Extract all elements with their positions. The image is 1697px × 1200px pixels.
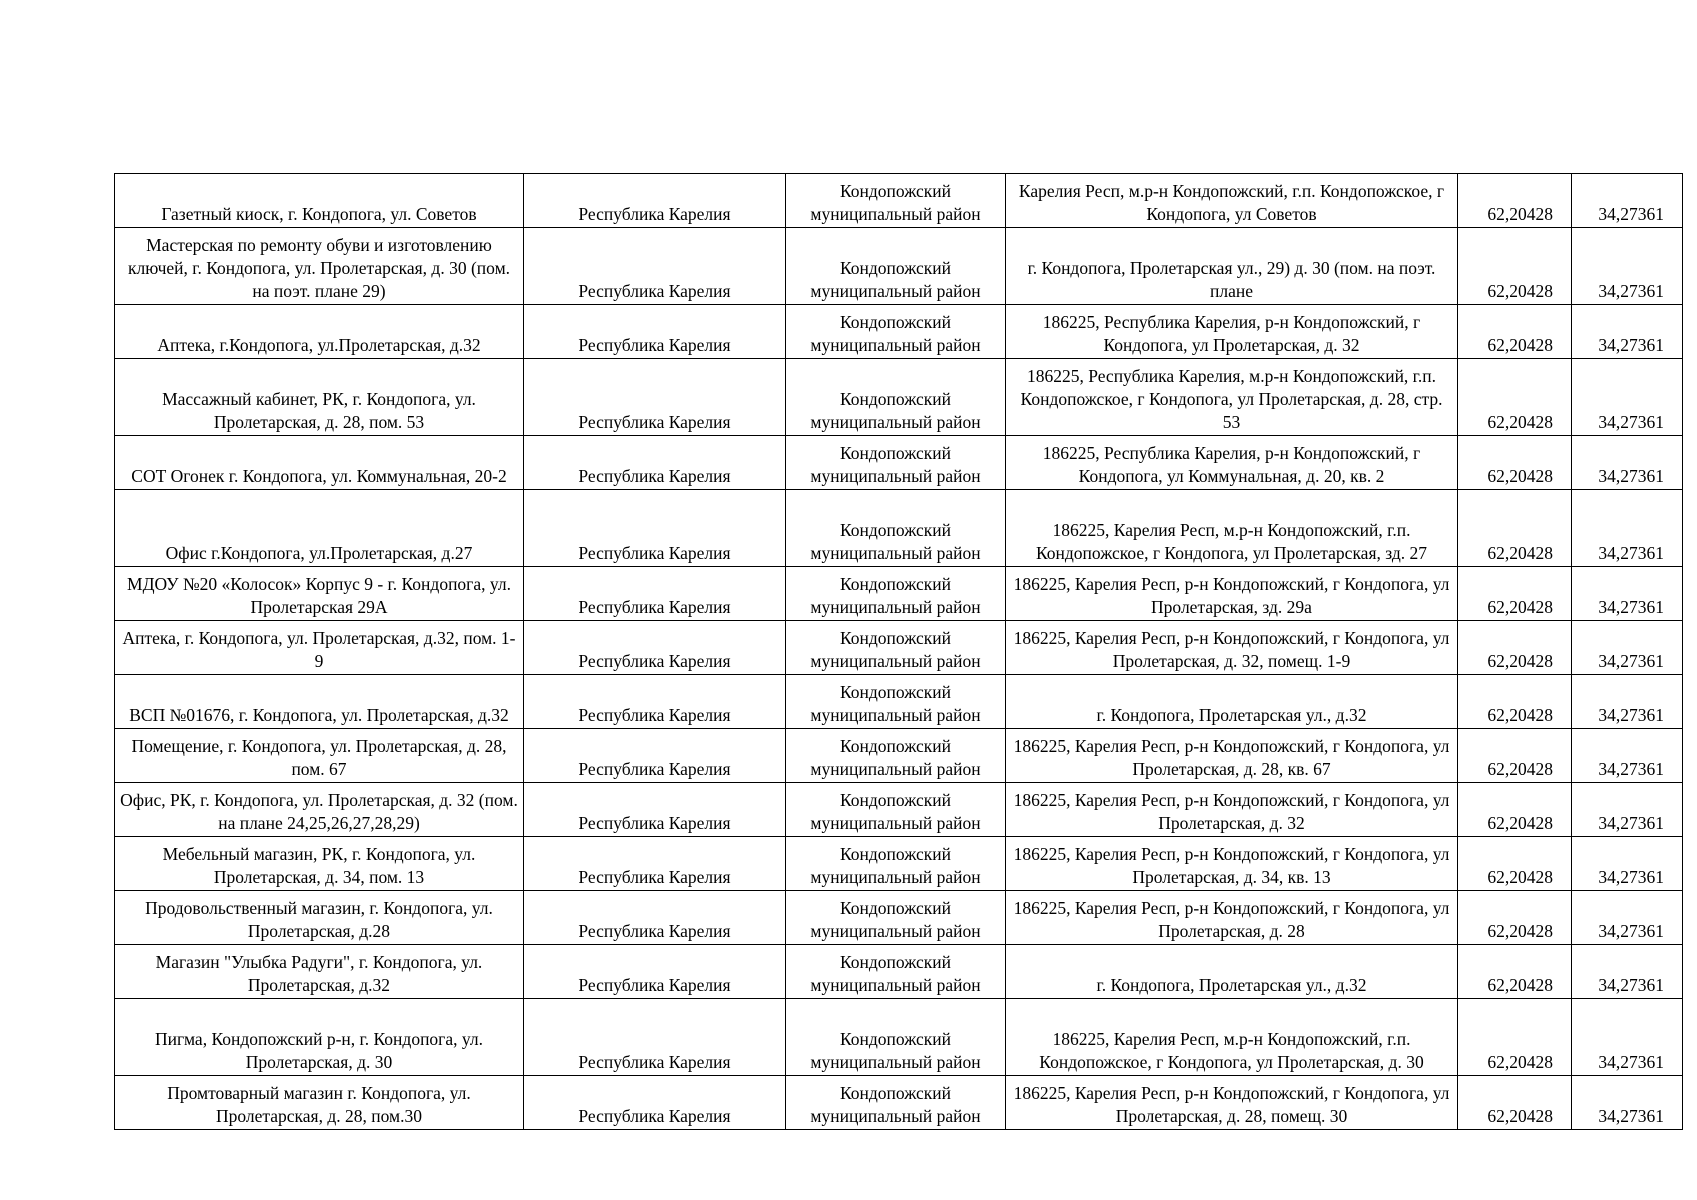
object-name-cell: Газетный киоск, г. Кондопога, ул. Советов [115,174,524,228]
district-cell: Кондопожский муниципальный район [786,174,1006,228]
object-name-cell: Магазин "Улыбка Радуги", г. Кондопога, ул. Пролетарская, д.32 [115,945,524,999]
latitude-cell: 62,20428 [1458,621,1572,675]
region-cell: Республика Карелия [524,999,786,1076]
table-row [115,490,1683,567]
region-cell: Республика Карелия [524,675,786,729]
region-cell: Республика Карелия [524,490,786,567]
district-cell: Кондопожский муниципальный район [786,945,1006,999]
district-cell: Кондопожский муниципальный район [786,228,1006,305]
longitude-cell: 34,27361 [1572,729,1683,783]
address-cell: 186225, Республика Карелия, р-н Кондопожский, г Кондопога, ул Пролетарская, д. 32 [1006,305,1458,359]
latitude-cell: 62,20428 [1458,305,1572,359]
address-cell: 186225, Карелия Респ, р-н Кондопожский, г Кондопога, ул Пролетарская, д. 28 [1006,891,1458,945]
longitude-cell: 34,27361 [1572,891,1683,945]
longitude-cell: 34,27361 [1572,228,1683,305]
latitude-cell: 62,20428 [1458,359,1572,436]
table-row [115,1076,1683,1130]
latitude-cell: 62,20428 [1458,1076,1572,1130]
table-row [115,174,1683,228]
longitude-cell: 34,27361 [1572,359,1683,436]
region-cell: Республика Карелия [524,567,786,621]
district-cell: Кондопожский муниципальный район [786,490,1006,567]
region-cell: Республика Карелия [524,359,786,436]
object-name-cell: Аптека, г. Кондопога, ул. Пролетарская, д.32, пом. 1-9 [115,621,524,675]
district-cell: Кондопожский муниципальный район [786,783,1006,837]
region-cell: Республика Карелия [524,783,786,837]
object-name-cell: Офис г.Кондопога, ул.Пролетарская, д.27 [115,490,524,567]
longitude-cell: 34,27361 [1572,1076,1683,1130]
district-cell: Кондопожский муниципальный район [786,359,1006,436]
region-cell: Республика Карелия [524,228,786,305]
address-cell: 186225, Республика Карелия, м.р-н Кондопожский, г.п. Кондопожское, г Кондопога, ул Пролетарская, д. 28, стр. 53 [1006,359,1458,436]
latitude-cell: 62,20428 [1458,729,1572,783]
address-cell: 186225, Карелия Респ, р-н Кондопожский, г Кондопога, ул Пролетарская, зд. 29а [1006,567,1458,621]
address-cell: 186225, Карелия Респ, м.р-н Кондопожский, г.п. Кондопожское, г Кондопога, ул Пролетарская, д. 30 [1006,999,1458,1076]
district-cell: Кондопожский муниципальный район [786,621,1006,675]
object-name-cell: Мастерская по ремонту обуви и изготовлению ключей, г. Кондопога, ул. Пролетарская, д. 30 (пом. на поэт. плане 29) [115,228,524,305]
table-row [115,567,1683,621]
registry-body [115,174,1683,1130]
object-name-cell: ВСП №01676, г. Кондопога, ул. Пролетарская, д.32 [115,675,524,729]
table-row [115,729,1683,783]
district-cell: Кондопожский муниципальный район [786,837,1006,891]
table-row [115,891,1683,945]
district-cell: Кондопожский муниципальный район [786,1076,1006,1130]
region-cell: Республика Карелия [524,729,786,783]
address-registry-table [114,173,1683,1130]
address-cell: г. Кондопога, Пролетарская ул., д.32 [1006,945,1458,999]
longitude-cell: 34,27361 [1572,837,1683,891]
longitude-cell: 34,27361 [1572,621,1683,675]
object-name-cell: Пигма, Кондопожский р-н, г. Кондопога, ул. Пролетарская, д. 30 [115,999,524,1076]
address-cell: 186225, Карелия Респ, р-н Кондопожский, г Кондопога, ул Пролетарская, д. 32 [1006,783,1458,837]
address-cell: 186225, Карелия Респ, р-н Кондопожский, г Кондопога, ул Пролетарская, д. 34, кв. 13 [1006,837,1458,891]
latitude-cell: 62,20428 [1458,945,1572,999]
district-cell: Кондопожский муниципальный район [786,305,1006,359]
region-cell: Республика Карелия [524,891,786,945]
latitude-cell: 62,20428 [1458,567,1572,621]
latitude-cell: 62,20428 [1458,891,1572,945]
longitude-cell: 34,27361 [1572,490,1683,567]
object-name-cell: Аптека, г.Кондопога, ул.Пролетарская, д.32 [115,305,524,359]
latitude-cell: 62,20428 [1458,228,1572,305]
latitude-cell: 62,20428 [1458,490,1572,567]
longitude-cell: 34,27361 [1572,567,1683,621]
longitude-cell: 34,27361 [1572,783,1683,837]
longitude-cell: 34,27361 [1572,945,1683,999]
object-name-cell: Офис, РК, г. Кондопога, ул. Пролетарская, д. 32 (пом. на плане 24,25,26,27,28,29) [115,783,524,837]
object-name-cell: Мебельный магазин, РК, г. Кондопога, ул. Пролетарская, д. 34, пом. 13 [115,837,524,891]
object-name-cell: Продовольственный магазин, г. Кондопога, ул. Пролетарская, д.28 [115,891,524,945]
address-cell: 186225, Карелия Респ, м.р-н Кондопожский, г.п. Кондопожское, г Кондопога, ул Пролетарская, зд. 27 [1006,490,1458,567]
longitude-cell: 34,27361 [1572,436,1683,490]
table-row [115,675,1683,729]
latitude-cell: 62,20428 [1458,783,1572,837]
table-row [115,359,1683,436]
object-name-cell: Помещение, г. Кондопога, ул. Пролетарская, д. 28, пом. 67 [115,729,524,783]
latitude-cell: 62,20428 [1458,675,1572,729]
address-cell: 186225, Республика Карелия, р-н Кондопожский, г Кондопога, ул Коммунальная, д. 20, кв. 2 [1006,436,1458,490]
region-cell: Республика Карелия [524,305,786,359]
longitude-cell: 34,27361 [1572,999,1683,1076]
longitude-cell: 34,27361 [1572,305,1683,359]
table-row [115,999,1683,1076]
latitude-cell: 62,20428 [1458,999,1572,1076]
district-cell: Кондопожский муниципальный район [786,729,1006,783]
longitude-cell: 34,27361 [1572,675,1683,729]
object-name-cell: СОТ Огонек г. Кондопога, ул. Коммунальная, 20-2 [115,436,524,490]
object-name-cell: Массажный кабинет, РК, г. Кондопога, ул. Пролетарская, д. 28, пом. 53 [115,359,524,436]
table-row [115,621,1683,675]
district-cell: Кондопожский муниципальный район [786,567,1006,621]
table-row [115,228,1683,305]
table-row [115,945,1683,999]
district-cell: Кондопожский муниципальный район [786,436,1006,490]
address-cell: 186225, Карелия Респ, р-н Кондопожский, г Кондопога, ул Пролетарская, д. 28, кв. 67 [1006,729,1458,783]
object-name-cell: Промтоварный магазин г. Кондопога, ул. Пролетарская, д. 28, пом.30 [115,1076,524,1130]
address-cell: г. Кондопога, Пролетарская ул., 29) д. 30 (пом. на поэт. плане [1006,228,1458,305]
address-cell: 186225, Карелия Респ, р-н Кондопожский, г Кондопога, ул Пролетарская, д. 28, помещ. 30 [1006,1076,1458,1130]
object-name-cell: МДОУ №20 «Колосок» Корпус 9 - г. Кондопога, ул. Пролетарская 29А [115,567,524,621]
district-cell: Кондопожский муниципальный район [786,675,1006,729]
district-cell: Кондопожский муниципальный район [786,999,1006,1076]
address-cell: Карелия Респ, м.р-н Кондопожский, г.п. Кондопожское, г Кондопога, ул Советов [1006,174,1458,228]
table-row [115,783,1683,837]
table-row [115,436,1683,490]
region-cell: Республика Карелия [524,174,786,228]
table-row [115,837,1683,891]
longitude-cell: 34,27361 [1572,174,1683,228]
latitude-cell: 62,20428 [1458,174,1572,228]
district-cell: Кондопожский муниципальный район [786,891,1006,945]
region-cell: Республика Карелия [524,436,786,490]
latitude-cell: 62,20428 [1458,837,1572,891]
region-cell: Республика Карелия [524,945,786,999]
latitude-cell: 62,20428 [1458,436,1572,490]
region-cell: Республика Карелия [524,837,786,891]
table-row [115,305,1683,359]
address-cell: г. Кондопога, Пролетарская ул., д.32 [1006,675,1458,729]
region-cell: Республика Карелия [524,621,786,675]
region-cell: Республика Карелия [524,1076,786,1130]
address-cell: 186225, Карелия Респ, р-н Кондопожский, г Кондопога, ул Пролетарская, д. 32, помещ. 1-9 [1006,621,1458,675]
